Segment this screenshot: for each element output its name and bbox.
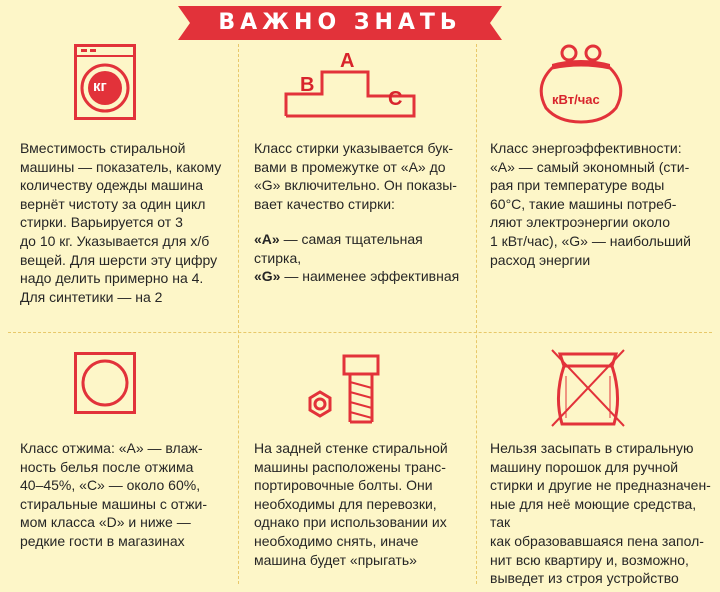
spin-drum-icon — [74, 352, 136, 414]
divider-horizontal — [8, 332, 712, 333]
card-transport-bolts-text: На задней стенке стиральной машины расположены транс- портировочные болты. Они необходимы для перевозки, однако при использовании их необходимо снять, иначе машина будет «прыгать» — [254, 440, 448, 568]
podium-label-a: A — [340, 50, 355, 72]
legend-desc-a: — самая тщательная стирка, — [254, 231, 423, 266]
legend-key-a: «А» — [254, 231, 280, 247]
card-energy-text: Класс энергоэффективности: «А» — самый экономный (сти- рая при температуре воды 60°C, такие машины потреб- ляют электроэнергии около 1 кВт/час), «G» — наибольший расход энергии — [490, 140, 691, 268]
title-banner — [178, 6, 502, 40]
card-capacity-text: Вместимость стиральной машины — показатель, какому количеству одежды машина вернёт чистоту за один цикл стирки. Варьируется от 3 до 10 кг. Указывается для х/б вещей. Для шерсти эту цифру надо делить примерно на 4. Для синтетики — на 2 — [20, 140, 222, 305]
card-spin-class-text: Класс отжима: «А» — влаж- ность белья после отжима 40–45%, «С» — около 60%, стиральные машины с отжи- мом класса «D» и ниже — редкие гости в магазинах — [20, 440, 207, 549]
card-wash-class-text: Класс стирки указывается бук- вами в промежутке от «А» до «G» включительно. Он показы- вает качество стирки: — [254, 140, 457, 212]
crossed-powder-bag-icon — [548, 346, 628, 428]
legend-key-g: «G» — [254, 268, 281, 285]
bolt-nut-icon — [300, 350, 390, 426]
podium-icon — [282, 52, 426, 122]
podium-label-c: C — [388, 88, 403, 110]
kwh-label: кВт/час — [552, 92, 600, 107]
legend-desc-g: — наименее эффективная — [280, 268, 460, 285]
podium-label-b: B — [300, 74, 315, 96]
kg-label: кг — [93, 78, 107, 95]
card-wash-class-legend — [254, 230, 472, 286]
legend-row-a — [254, 230, 472, 267]
divider-vertical-2 — [476, 44, 477, 584]
legend-row-g — [254, 267, 472, 286]
card-powder-warning-text: Нельзя засыпать в стиральную машину порошок для ручной стирки и другие не предназначен- ные для неё моющие средства, так как образовавшаяся пена запол- нит всю квартиру и, возможно, выведет из строя устройство — [490, 440, 711, 587]
page-title: ВАЖНО ЗНАТЬ — [218, 10, 462, 35]
divider-vertical-1 — [238, 44, 239, 584]
purse-icon — [538, 42, 624, 124]
washing-machine-icon — [74, 44, 136, 120]
